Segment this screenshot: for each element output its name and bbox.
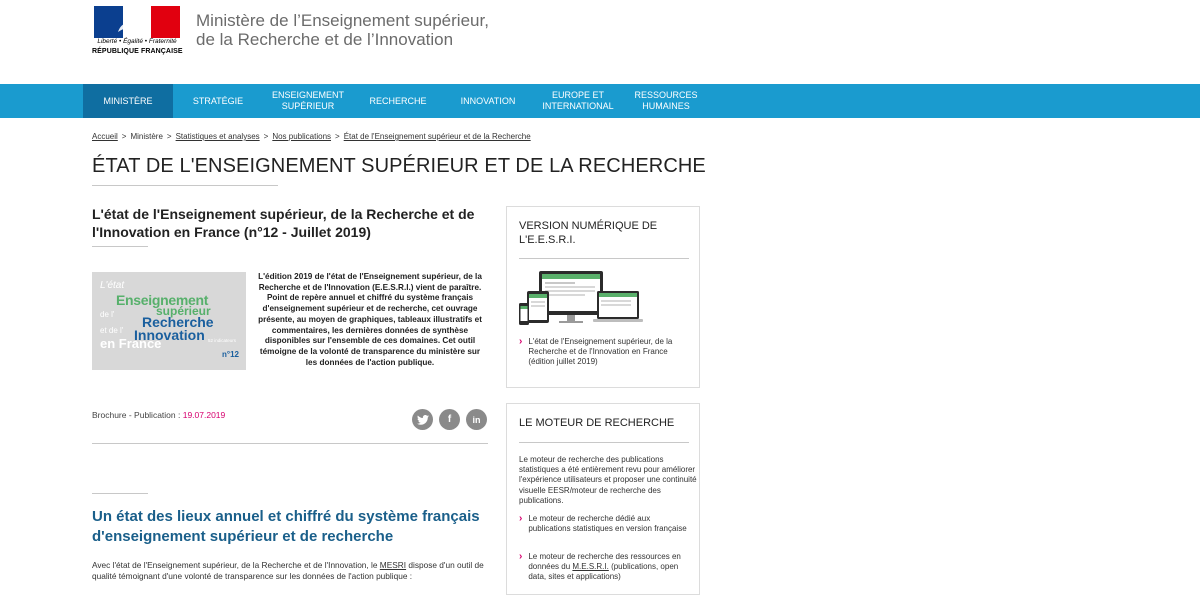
publication-date: 19.07.2019 [182,410,226,420]
title-divider [92,185,278,186]
marianne-profile-icon [118,8,156,38]
nav-item-enseignement-superieur[interactable]: ENSEIGNEMENT SUPÉRIEUR [271,90,344,111]
nav-item-strategie[interactable]: STRATÉGIE [192,95,244,106]
breadcrumb: Accueil > Ministère > Statistiques et analyses > Nos publications > État de l'Enseignement supérieur et de la Recherche [92,132,531,141]
mesri-abbreviation: MESRI [379,560,407,570]
article-intro: L'édition 2019 de l'état de l'Enseignement supérieur, de la Recherche et de l'Innovation (E.E.S.R.I.) vient de paraître. Point de repère annuel et chiffré du système français d'enseignement supérieur et de recherche, cet ouvrage présente, au moyen de graphiques, tableaux illustratifs et commentaires, les dernières données de synthèse disponibles sur l'ensemble de ces domaines. Cet outil témoigne de la volonté de transparence du ministère sur les données de l'action publique. [258,272,482,367]
publication-cover-image[interactable]: L'état Enseignement supérieur de l' Recherche et de l' Innovation en France 52 indicateurs n°12 [92,272,246,370]
nav-item-europe-international[interactable]: EUROPE ET INTERNATIONAL [542,90,614,111]
page-title: ÉTAT DE L'ENSEIGNEMENT SUPÉRIEUR ET DE LA RECHERCHE [92,155,706,177]
main-navigation [0,84,1200,118]
chevron-right-icon: › [519,551,523,562]
sidebar-digital-version [506,206,700,388]
chevron-right-icon: › [519,336,523,347]
section-title: Un état des lieux annuel et chiffré du système français d'enseignement supérieur et de recherche [92,508,480,545]
mesri-abbreviation: M.E.S.R.I. [572,562,609,571]
nav-item-recherche[interactable]: RECHERCHE [369,95,427,106]
link-eesri-2019[interactable]: › L'état de l'Enseignement supérieur, de la Recherche et de l'Innovation en France (édition juillet 2019) [519,336,673,366]
republique-francaise-label: RÉPUBLIQUE FRANÇAISE [92,48,183,55]
link-search-resources[interactable]: › Le moteur de recherche des ressources en données du M.E.S.R.I. (publications, open data, sites et applications) [519,551,681,581]
share-buttons [412,409,487,430]
sidebar-title-divider [519,258,689,259]
publication-type: Brochure - Publication : [92,410,183,420]
linkedin-icon[interactable]: in [466,409,487,430]
ministry-name[interactable] [196,11,489,49]
marianne-logo[interactable] [92,6,182,60]
nav-item-ministere[interactable]: MINISTÈRE [83,84,173,118]
sidebar-search-engine-title: LE MOTEUR DE RECHERCHE [519,417,675,429]
article-subtitle: L'état de l'Enseignement supérieur, de la Recherche et de l'Innovation en France (n°12 - Juillet 2019) [92,206,475,240]
nav-item-innovation[interactable]: INNOVATION [460,95,516,106]
sidebar-search-engine [506,403,700,595]
subtitle-divider [92,246,148,247]
chevron-right-icon: › [519,513,523,524]
link-search-publications[interactable]: › Le moteur de recherche dédié aux publications statistiques en version française [519,513,687,533]
ministry-name-line1: Ministère de l’Enseignement supérieur, [196,11,489,30]
sidebar-title-divider [519,442,689,443]
article-divider [92,443,488,444]
sidebar-digital-version-title: VERSION NUMÉRIQUE DE L'E.E.S.R.I. [519,220,658,246]
section-divider [92,493,148,494]
breadcrumb-stats[interactable]: Statistiques et analyses [175,132,260,141]
breadcrumb-publications[interactable]: Nos publications [272,132,332,141]
responsive-devices-illustration[interactable] [519,269,643,329]
nav-item-ressources-humaines[interactable]: RESSOURCES HUMAINES [634,90,698,111]
facebook-icon[interactable]: f [439,409,460,430]
twitter-icon[interactable] [412,409,433,430]
republic-motto: Liberté • Égalité • Fraternité [97,38,177,45]
ministry-name-line2: de la Recherche et de l’Innovation [196,30,454,49]
breadcrumb-home[interactable]: Accueil [92,132,118,141]
breadcrumb-ministere: Ministère [130,132,163,141]
article-body: Avec l'état de l'Enseignement supérieur, de la Recherche et de l'Innovation, le MESRI dispose d'un outil de qualité témoignant d'une volonté de transparence sur les données de l'action publique : [92,560,484,581]
search-engine-description: Le moteur de recherche des publications statistiques a été entièrement revu pour améliorer l'expérience utilisateurs et proposer une continuité visuelle EESR/moteur de recherche des publications. [519,455,697,505]
site-header [0,0,1200,84]
publication-meta [92,410,225,420]
breadcrumb-current[interactable]: État de l'Enseignement supérieur et de la Recherche [343,132,531,141]
